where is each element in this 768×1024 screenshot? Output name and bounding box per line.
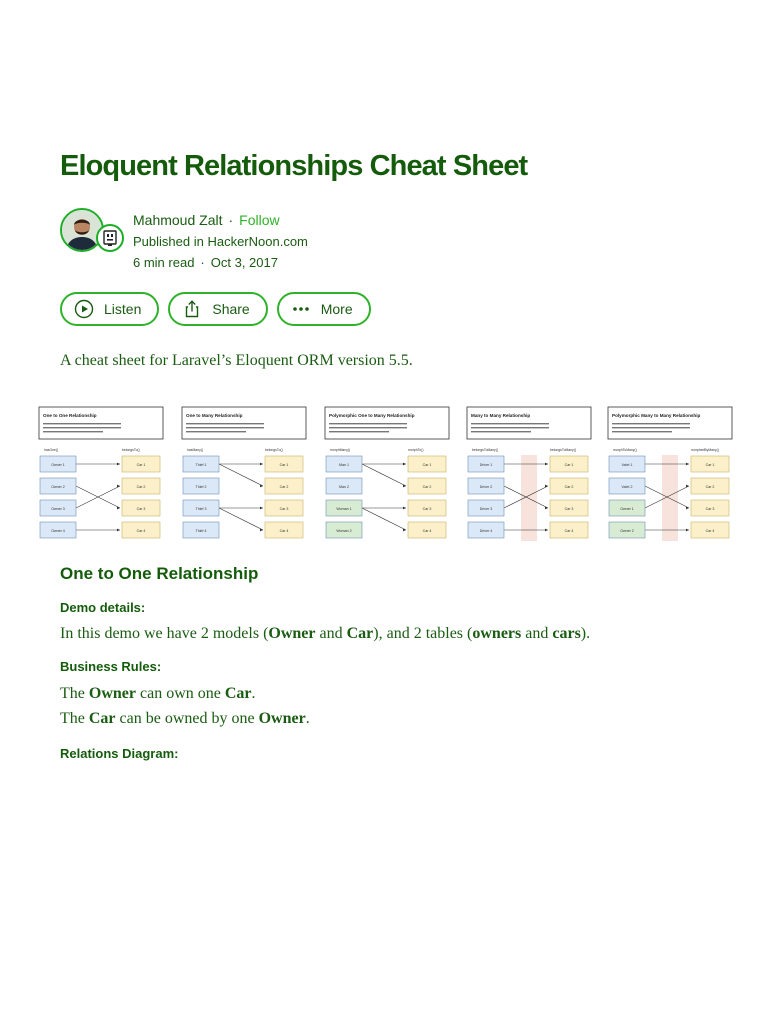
- left-node-label: Owner 1: [51, 463, 65, 467]
- diagram-rule-text: [43, 431, 103, 432]
- right-node-label: Car 1: [279, 463, 289, 467]
- left-column-label: morphMany(): [330, 448, 351, 452]
- text-segment: The: [60, 710, 89, 727]
- left-column-label: belongsToMany(): [472, 448, 499, 452]
- model-owner: Owner: [258, 710, 306, 727]
- relation-arrowhead: [117, 529, 120, 532]
- right-node-label: Car 2: [136, 485, 146, 489]
- share-label: Share: [212, 301, 250, 317]
- right-node-label: Car 3: [564, 507, 574, 511]
- relation-arrowhead: [545, 463, 548, 466]
- diagram-rule-text: [329, 427, 407, 428]
- right-node-label: Car 3: [705, 507, 715, 511]
- diagram-rule-text: [471, 423, 549, 424]
- right-column-label: belongsTo(): [122, 448, 140, 452]
- left-node-label: Valet 2: [621, 485, 633, 489]
- business-rule-2: [60, 706, 310, 731]
- relation-arrowhead: [403, 507, 406, 510]
- text-segment: can be owned by one: [115, 710, 259, 727]
- left-column-label: hasMany(): [187, 448, 204, 452]
- read-time: 6 min read: [133, 255, 195, 270]
- right-node-label: Car 4: [279, 529, 289, 533]
- relation-arrowhead: [686, 529, 689, 532]
- diagram-rule-text: [471, 431, 531, 432]
- relation-line: [219, 508, 263, 530]
- right-node-label: Car 1: [564, 463, 574, 467]
- author-name[interactable]: Mahmoud Zalt: [133, 212, 223, 228]
- right-node-label: Car 1: [422, 463, 432, 467]
- text-segment: and: [315, 625, 347, 642]
- relationship-diagram-thumb: [181, 406, 307, 542]
- left-node-label: Owner 3: [51, 507, 65, 511]
- more-label: More: [320, 301, 353, 317]
- diagram-rule-text: [612, 423, 690, 424]
- author-meta: [133, 210, 308, 273]
- text-segment: .: [251, 685, 256, 702]
- demo-details-text: [60, 621, 590, 646]
- text-segment: In this demo we have 2 models (: [60, 625, 269, 642]
- left-node-label: Thief 4: [195, 529, 207, 533]
- right-node-label: Car 2: [705, 485, 715, 489]
- diagram-rule-text: [186, 427, 264, 428]
- left-node-label: Man 1: [339, 463, 349, 467]
- model-owner: Owner: [268, 625, 316, 642]
- relation-line: [362, 464, 406, 486]
- right-column-label: morphedByMany(): [691, 448, 719, 452]
- left-node-label: Man 2: [339, 485, 349, 489]
- left-node-label: Woman 1: [336, 507, 352, 511]
- right-node-label: Car 2: [422, 485, 432, 489]
- right-node-label: Car 1: [705, 463, 715, 467]
- right-node-label: Car 4: [136, 529, 146, 533]
- relation-arrowhead: [260, 507, 263, 510]
- share-button[interactable]: [168, 292, 267, 326]
- left-node-label: Driver 4: [479, 529, 493, 533]
- diagram-rule-text: [612, 427, 690, 428]
- page-title: Eloquent Relationships Cheat Sheet: [60, 150, 528, 182]
- listen-label: Listen: [104, 301, 142, 317]
- model-car: Car: [224, 685, 252, 702]
- publication-link[interactable]: HackerNoon.com: [207, 234, 308, 249]
- left-node-label: Woman 2: [336, 529, 352, 533]
- business-rules-heading: Business Rules:: [60, 659, 162, 674]
- diagram-title: Many to Many Relationship: [471, 413, 531, 418]
- text-segment: ), and 2 tables (: [373, 625, 473, 642]
- relation-arrowhead: [686, 463, 689, 466]
- left-node-label: Thief 2: [195, 485, 207, 489]
- right-node-label: Car 1: [136, 463, 146, 467]
- relation-arrowhead: [260, 463, 263, 466]
- left-column-label: hasOne(): [44, 448, 59, 452]
- follow-button[interactable]: Follow: [239, 212, 280, 228]
- model-car: Car: [346, 625, 374, 642]
- left-node-label: Driver 2: [479, 485, 493, 489]
- business-rule-1: [60, 681, 256, 706]
- text-segment: ).: [580, 625, 591, 642]
- relation-line: [219, 464, 263, 486]
- relationship-diagram-thumb: [607, 406, 733, 542]
- diagram-rule-text: [329, 423, 407, 424]
- relationship-diagram-thumb: [38, 406, 164, 542]
- left-node-label: Driver 1: [479, 463, 493, 467]
- model-car: Car: [88, 710, 116, 727]
- author-line: [133, 210, 308, 231]
- relationship-diagram-thumb: [324, 406, 450, 542]
- publication-badge-icon[interactable]: [96, 224, 124, 252]
- avatar-photo-icon: [62, 210, 102, 250]
- read-info-line: [133, 252, 308, 273]
- left-node-label: Owner 4: [51, 529, 65, 533]
- right-column-label: morphTo(): [408, 448, 424, 452]
- diagram-title: One to Many Relationship: [186, 413, 243, 418]
- publication-line: [133, 231, 308, 252]
- table-cars: cars: [552, 625, 581, 642]
- right-node-label: Car 3: [279, 507, 289, 511]
- separator-dot: ·: [200, 255, 205, 270]
- right-node-label: Car 2: [564, 485, 574, 489]
- text-segment: and: [521, 625, 553, 642]
- play-icon: [74, 299, 94, 319]
- diagram-title: Polymorphic One to Many Relationship: [329, 413, 415, 418]
- hackernoon-icon: [100, 228, 120, 248]
- right-node-label: Car 3: [136, 507, 146, 511]
- separator-dot: ·: [228, 212, 234, 228]
- model-owner: Owner: [88, 685, 136, 702]
- diagram-title: One to One Relationship: [43, 413, 97, 418]
- publish-date: Oct 3, 2017: [210, 255, 278, 270]
- diagram-rule-text: [329, 431, 389, 432]
- text-segment: The: [60, 685, 89, 702]
- share-icon: [182, 299, 202, 319]
- diagram-rule-text: [186, 431, 246, 432]
- diagram-rule-text: [43, 427, 121, 428]
- text-segment: can own one: [135, 685, 225, 702]
- diagram-title: Polymorphic Many to Many Relationship: [612, 413, 701, 418]
- relation-line: [362, 508, 406, 530]
- right-node-label: Car 3: [422, 507, 432, 511]
- right-node-label: Car 4: [422, 529, 432, 533]
- right-node-label: Car 4: [705, 529, 715, 533]
- right-node-label: Car 2: [279, 485, 289, 489]
- relation-arrowhead: [117, 463, 120, 466]
- left-node-label: Owner 2: [620, 529, 634, 533]
- left-node-label: Thief 3: [195, 507, 207, 511]
- more-dots-icon: [291, 299, 311, 319]
- action-bar: [60, 292, 380, 326]
- left-node-label: Thief 1: [195, 463, 207, 467]
- right-column-label: belongsToMany(): [550, 448, 577, 452]
- diagram-rule-text: [471, 427, 549, 428]
- intro-paragraph: A cheat sheet for Laravel’s Eloquent ORM version 5.5.: [60, 352, 413, 369]
- left-node-label: Owner 2: [51, 485, 65, 489]
- right-node-label: Car 4: [564, 529, 574, 533]
- published-prefix: Published in: [133, 234, 204, 249]
- demo-details-heading: Demo details:: [60, 600, 146, 615]
- relationships-diagram-image: [38, 406, 730, 542]
- relation-arrowhead: [545, 529, 548, 532]
- relation-arrowhead: [403, 463, 406, 466]
- listen-button[interactable]: [60, 292, 159, 326]
- diagram-rule-text: [612, 431, 672, 432]
- diagram-rule-text: [186, 423, 264, 424]
- right-column-label: belongsTo(): [265, 448, 283, 452]
- left-node-label: Driver 3: [479, 507, 493, 511]
- table-owners: owners: [472, 625, 522, 642]
- text-segment: .: [305, 710, 310, 727]
- more-button[interactable]: [277, 292, 371, 326]
- left-node-label: Owner 1: [620, 507, 634, 511]
- left-column-label: morphToMany(): [613, 448, 637, 452]
- section-heading: One to One Relationship: [60, 564, 259, 583]
- relations-diagram-heading: Relations Diagram:: [60, 746, 179, 761]
- relationship-diagram-thumb: [466, 406, 592, 542]
- left-node-label: Valet 1: [621, 463, 633, 467]
- diagram-rule-text: [43, 423, 121, 424]
